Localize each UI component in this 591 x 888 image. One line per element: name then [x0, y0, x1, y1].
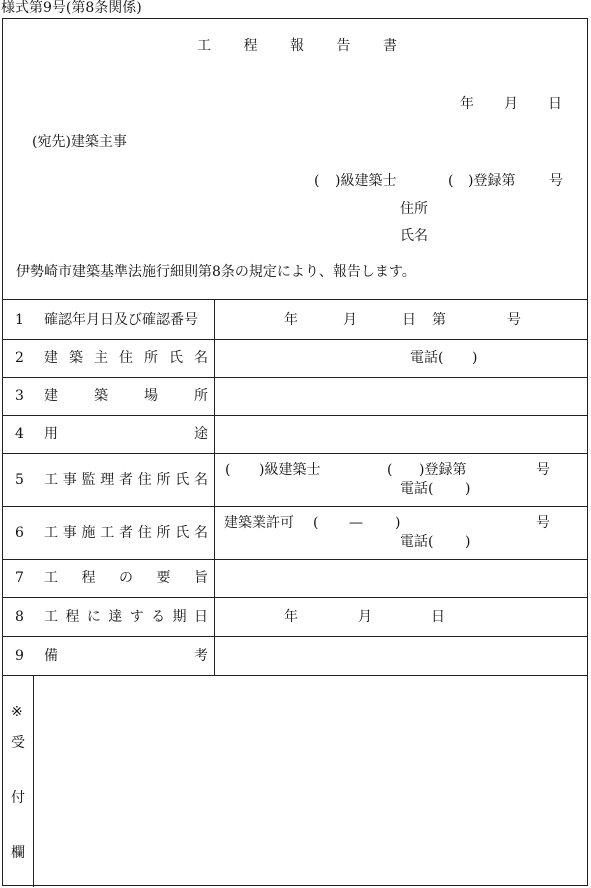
- row5-class-label: )級建築士: [259, 462, 321, 478]
- row6-paren-close: ): [395, 515, 401, 531]
- title-char: 工: [197, 38, 211, 54]
- statement-text: 伊勢崎市建築基準法施行細則第8条の規定により、報告します。: [16, 264, 416, 280]
- title-char: 書: [383, 38, 397, 54]
- row8-day: 日: [431, 609, 445, 625]
- row-number: 2: [15, 350, 24, 366]
- receipt-area: [34, 676, 586, 884]
- phone-close: ): [465, 534, 471, 550]
- row5-reg-open: (: [387, 462, 393, 478]
- title-char: 報: [290, 38, 304, 54]
- name-label: 氏名: [400, 228, 428, 244]
- row-label: 工 程 の 要 旨: [44, 570, 208, 586]
- row-label: 工 事 監 理 者 住 所 氏 名: [44, 472, 208, 488]
- row-divider: [3, 415, 587, 416]
- phone-label: 電話(: [410, 350, 444, 366]
- row1-day: 日: [402, 312, 416, 328]
- form-number-label: 様式第9号(第8条関係): [1, 0, 142, 16]
- row-number: 8: [15, 609, 24, 625]
- row1-year: 年: [284, 312, 298, 328]
- row-label: 確認年月日及び確認番号: [44, 312, 198, 328]
- row-divider: [3, 506, 587, 507]
- row-label: 工 程 に 達 す る 期 日: [44, 609, 208, 625]
- date-month-label: 月: [504, 96, 518, 112]
- architect-class-open: (: [314, 173, 320, 189]
- date-day-label: 日: [548, 96, 562, 112]
- row6-paren-open: (: [313, 515, 319, 531]
- row-label: 備 考: [44, 648, 208, 664]
- phone-close: ): [472, 350, 478, 366]
- row5-reg-label: )登録第: [419, 462, 467, 478]
- document-title: [197, 38, 397, 54]
- row-number: 1: [15, 312, 24, 328]
- row8-month: 月: [358, 609, 372, 625]
- title-char: 告: [336, 38, 351, 54]
- row-label: 建 築 場 所: [44, 388, 208, 404]
- row-label: 用 途: [44, 426, 208, 442]
- row5-reg-suffix: 号: [536, 462, 550, 478]
- architect-reg-open: (: [448, 173, 454, 189]
- row-divider: [3, 377, 587, 378]
- architect-reg-label: )登録第: [468, 173, 516, 189]
- row-divider: [3, 597, 587, 598]
- row6-suffix: 号: [536, 515, 550, 531]
- row-number: 6: [15, 525, 24, 541]
- row-label: 工 事 施 工 者 住 所 氏 名: [44, 525, 208, 541]
- row-number: 9: [15, 648, 24, 664]
- addressee: (宛先)建築主事: [32, 134, 127, 150]
- row6-dash: —: [349, 515, 363, 531]
- row1-month: 月: [343, 312, 357, 328]
- architect-class-label: )級建築士: [335, 173, 397, 189]
- row-number: 7: [15, 570, 24, 586]
- row8-year: 年: [284, 609, 298, 625]
- row6-permit-label: 建築業許可: [224, 515, 294, 531]
- column-divider: [214, 299, 215, 675]
- receipt-char: 欄: [11, 845, 25, 861]
- row-divider: [3, 339, 587, 340]
- date-year-label: 年: [460, 96, 474, 112]
- row-number: 3: [15, 388, 24, 404]
- row-number: 4: [15, 426, 24, 442]
- receipt-char: 受: [11, 735, 25, 751]
- receipt-mark: ※: [11, 704, 23, 720]
- row1-number-suffix: 号: [507, 312, 521, 328]
- row-number: 5: [15, 472, 24, 488]
- row-divider: [3, 559, 587, 560]
- address-label: 住所: [400, 201, 428, 217]
- row5-class-open: (: [225, 462, 231, 478]
- row-divider: [3, 299, 587, 300]
- row-divider: [3, 636, 587, 637]
- architect-reg-suffix: 号: [549, 173, 563, 189]
- receipt-char: 付: [11, 790, 25, 806]
- row-label: 建 築 主 住 所 氏 名: [44, 350, 208, 366]
- row-divider: [3, 453, 587, 454]
- phone-close: ): [465, 481, 471, 497]
- phone-label: 電話(: [400, 534, 434, 550]
- report-form: [2, 18, 588, 886]
- phone-label: 電話(: [400, 481, 434, 497]
- report-date: [460, 96, 562, 112]
- row1-number-prefix: 第: [432, 312, 446, 328]
- title-char: 程: [243, 38, 258, 54]
